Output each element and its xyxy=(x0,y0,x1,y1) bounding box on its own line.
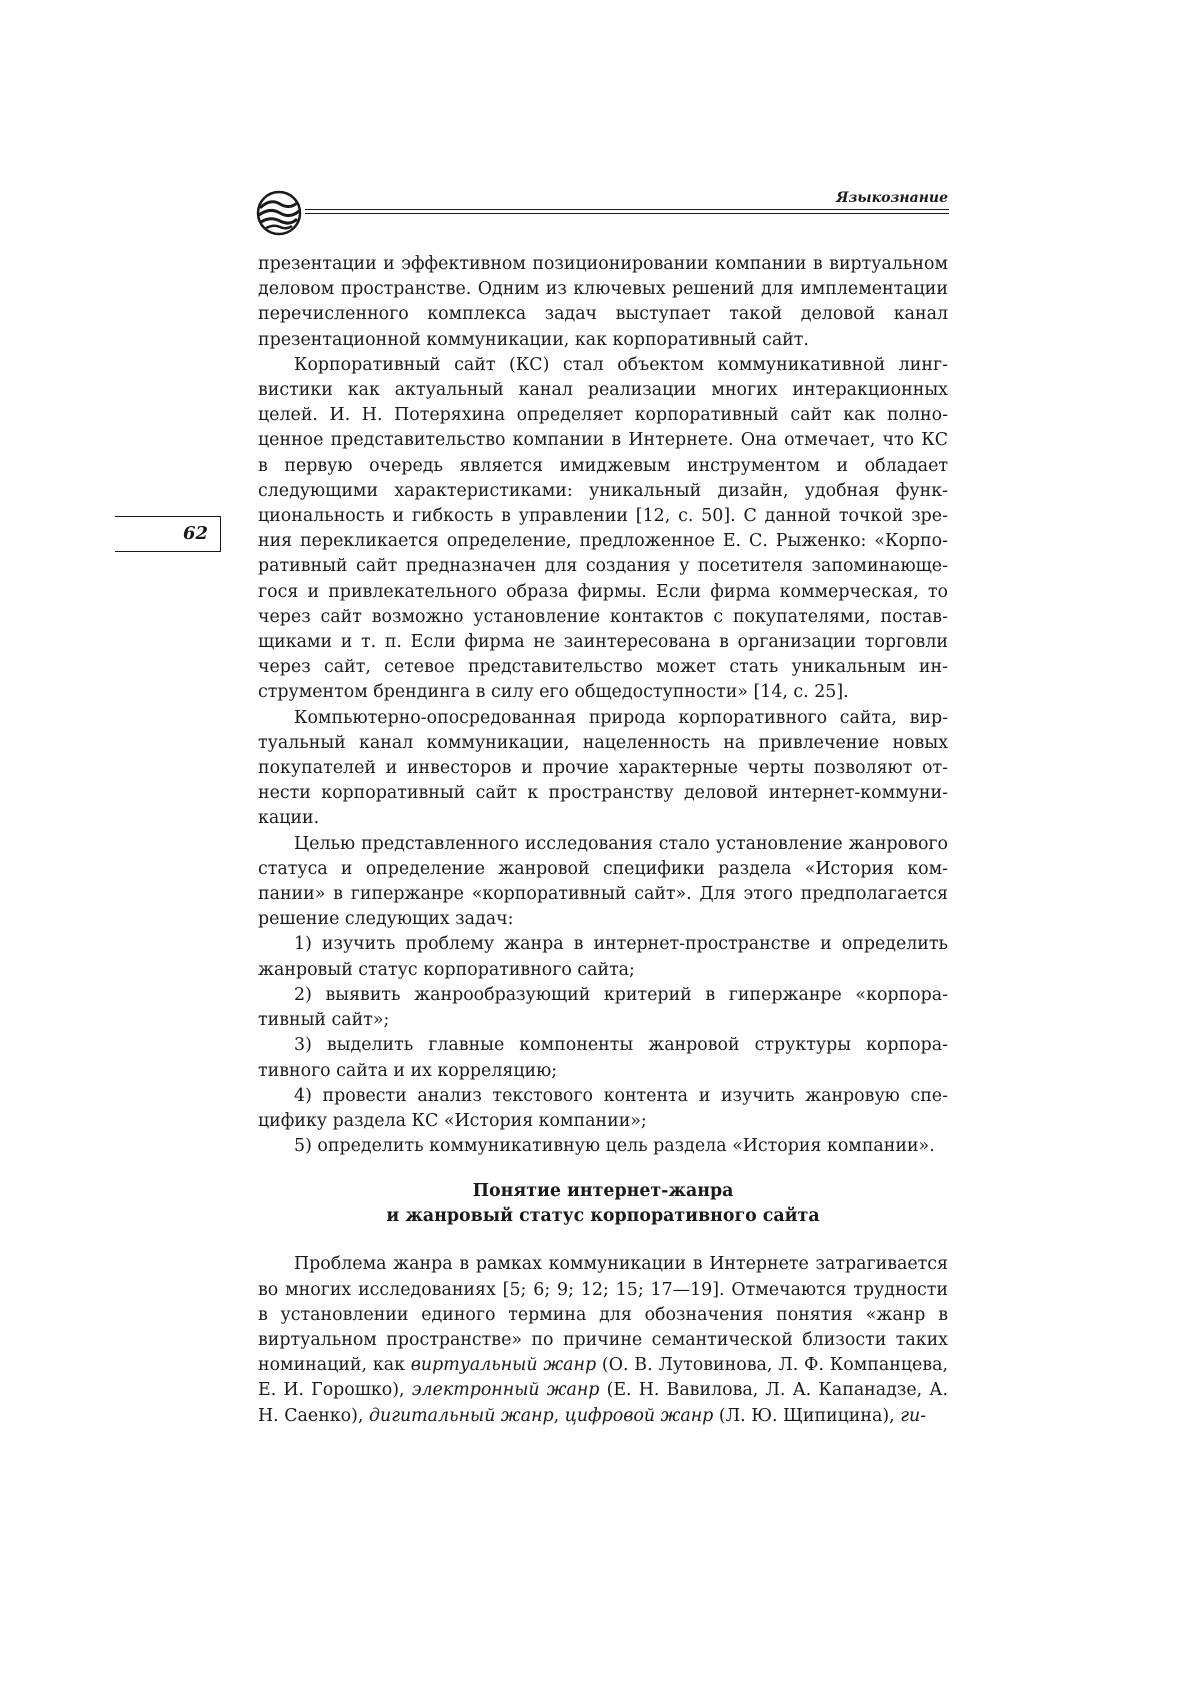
paragraph-5-text-a: Проблема жанра в рамках коммуникации в Интернете затрагивается во многих исследованиях [5; 6; 9; 12; 15; 17—19]. Отмечаются трудности в установлении единого термина для обозначения понятия «жанр в виртуальном пространстве» по причине семантической близости таких номинаций, как xyxy=(258,1254,948,1376)
journal-logo-icon xyxy=(256,190,302,236)
paragraph-4: Целью представленного исследования стало установление жанрового статуса и определение жанровой специфики раздела «История компании» в гипержанре «корпоративный сайт». Для этого предполагается решение следующих задач: xyxy=(258,833,948,930)
article-body xyxy=(258,252,948,1429)
term-electronic-genre: электронный жанр xyxy=(411,1380,600,1401)
term-digital-genre: дигитальный жанр xyxy=(368,1405,554,1426)
term-virtual-genre: виртуальный жанр xyxy=(410,1355,597,1376)
task-item-1: 1) изучить проблему жанра в интернет-пространстве и определить жанровый статус корпоративного сайта; xyxy=(258,934,948,980)
page-number-box xyxy=(115,516,221,552)
paragraph-5-text-d: , xyxy=(553,1405,565,1426)
section-heading-line-2: и жанровый статус корпоративного сайта xyxy=(386,1206,820,1227)
header-rule-bottom xyxy=(305,213,949,214)
paragraph-5 xyxy=(258,1252,948,1428)
task-item-5: 5) определить коммуникативную цель раздела «История компании». xyxy=(294,1136,935,1157)
task-item-3: 3) выделить главные компоненты жанровой структуры корпоративного сайта и их корреляцию; xyxy=(258,1035,948,1081)
page-number: 62 xyxy=(182,523,208,544)
paragraph-5-text-c: (Е. Н. Вавилова, Л. А. Капанадзе, А. Н. Саенко), xyxy=(258,1380,948,1426)
running-head: Языкознание xyxy=(836,190,948,206)
paragraph-3: Компьютерно-опосредованная природа корпоративного сайта, виртуальный канал коммуникации, нацеленность на привлечение новых покупателей и инвесторов и прочие характерные черты позволяют отнести корпоративный сайт к пространству деловой интернет-коммуникации. xyxy=(258,707,948,829)
task-item-4: 4) провести анализ текстового контента и изучить жанровую специфику раздела КС «История компании»; xyxy=(258,1085,948,1131)
section-heading xyxy=(258,1179,948,1229)
term-hyper-genre-fragment: ги- xyxy=(900,1405,927,1426)
task-item-2: 2) выявить жанрообразующий критерий в гипержанре «корпоративный сайт»; xyxy=(258,984,948,1031)
header-rule-top xyxy=(305,209,949,210)
paragraph-2: Корпоративный сайт (КС) стал объектом коммуникативной лингвистики как актуальный канал реализации многих интеракционных целей. И. Н. Потеряхина определяет корпоративный сайт как полноценное представительство компании в Интернете. Она отмечает, что КС в первую очередь является имиджевым инструментом и обладает следующими характеристиками: уникальный дизайн, удобная функциональность и гибкость в управлении [12, с. 50]. С данной точкой зрения перекликается определение, предложенное Е. С. Рыженко: «Корпоративный сайт предназначен для создания у посетителя запоминающегося и привлекательного образа фирмы. Если фирма коммерческая, то через сайт возможно установление контактов с покупателями, поставщиками и т. п. Если фирма не заинтересована в организации торговли через сайт, сетевое представительство может стать уникальным инструментом брендинга в силу его общедоступности» [14, с. 25]. xyxy=(258,354,948,703)
section-heading-line-1: Понятие интернет-жанра xyxy=(472,1181,734,1202)
paragraph-5-text-b: (О. В. Лутовинова, Л. Ф. Компанцева, Е. И. Горошко), xyxy=(258,1355,949,1401)
paragraph-1: презентации и эффективном позиционировании компании в виртуальном деловом пространстве. Одним из ключевых решений для имплементации перечисленного комплекса задач выступает такой деловой канал презентационной коммуникации, как корпоративный сайт. xyxy=(258,254,948,350)
term-cyber-genre: цифровой жанр xyxy=(564,1405,714,1426)
paragraph-5-text-e: (Л. Ю. Щипицина), xyxy=(713,1405,901,1426)
